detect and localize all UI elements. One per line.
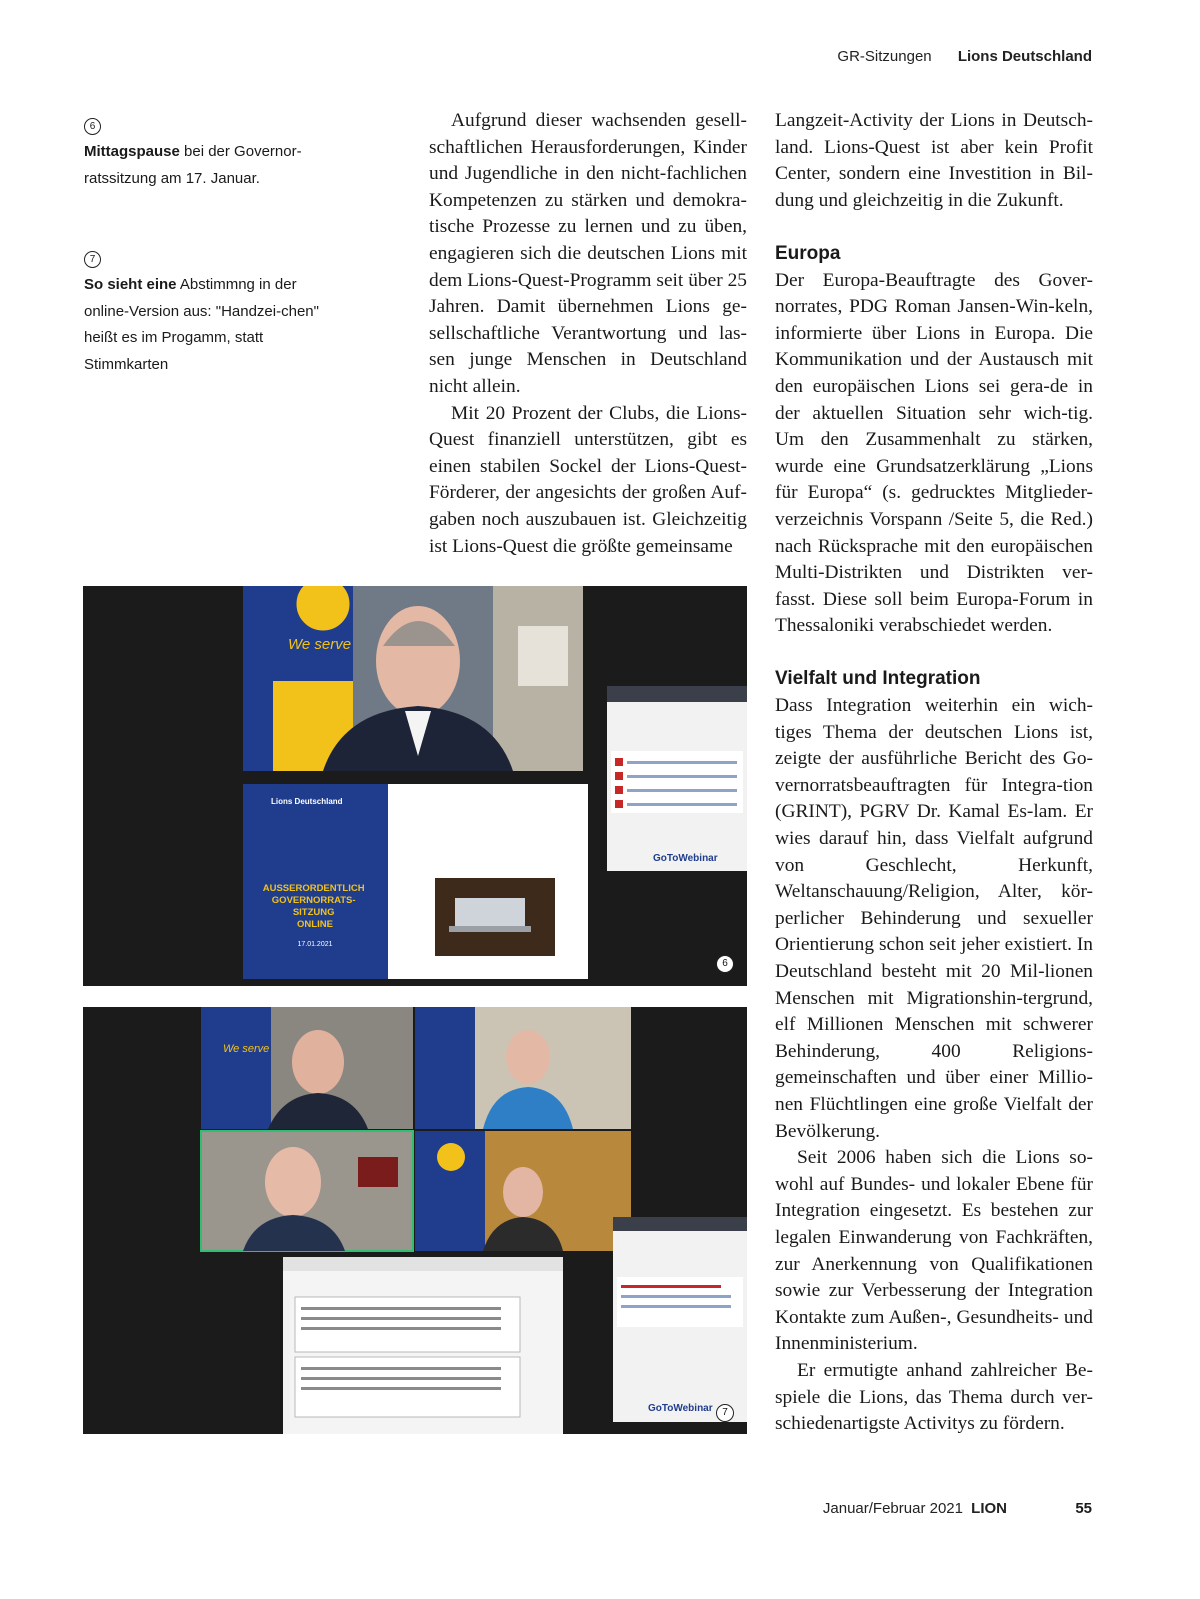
slide-date: 17.01.2021 <box>297 941 333 948</box>
banner-text: We serve <box>288 636 352 653</box>
caption-6 <box>84 112 334 192</box>
caption-bold: Mittagspause <box>84 143 180 160</box>
header-brand: Lions Deutschland <box>957 48 1092 65</box>
paragraph: Seit 2006 haben sich die Lions so-wohl auf Bundes- und lokaler Ebene für Integration eingesetzt. Es bestehen zur legalen Einwanderung von Fachkräften, zur Anerkennung von Qualifikationen sowie zur Verbesserung der Integration Kontakte zum Außen-, Gesundheits- und Innenministerium. <box>775 1147 1093 1355</box>
webinar-logo: GoToWebinar <box>648 1403 713 1414</box>
caption-body: bei der Governor-ratssitzung am 17. Januar. <box>84 143 302 187</box>
paragraph: Langzeit-Activity der Lions in Deutsch-land. Lions-Quest ist aber kein Profit Center, sondern eine Investition in Bil-dung und gleichzeitig in die Zukunft. <box>775 110 1093 211</box>
webinar-logo: GoToWebinar <box>653 853 718 864</box>
subheading-europa: Europa <box>775 242 841 264</box>
running-header <box>837 48 1092 65</box>
subheading-vielfalt: Vielfalt und Integration <box>775 668 981 690</box>
webinar-screenshot-illustration <box>83 586 747 986</box>
caption-number: 7 <box>84 251 101 268</box>
footer-issue-date: Januar/Februar 2021 <box>822 1500 963 1517</box>
page-number: 55 <box>1075 1500 1092 1517</box>
photo-number-badge: 6 <box>716 955 734 973</box>
caption-number: 6 <box>84 118 101 135</box>
paragraph: Mit 20 Prozent der Clubs, die Lions-Quest finanziell unterstützen, gibt es einen stabilen Sockel der Lions-Quest-Förderer, der angesichts der großen Auf-gaben noch auszubauen ist. Gleichzeitig ist Lions-Quest die größte gemeinsame <box>429 402 747 557</box>
caption-text <box>84 139 334 192</box>
photo-number-badge: 7 <box>716 1404 734 1422</box>
photo-webinar-lunch-break <box>83 586 747 986</box>
footer-issue <box>823 1500 1007 1517</box>
paragraph: Er ermutigte anhand zahlreicher Be-spiele die Lions, das Thema durch ver-schiedenartigste Activitys zu fördern. <box>775 1359 1093 1435</box>
paragraph: Der Europa-Beauftragte des Gover-norrates, PDG Roman Jansen-Win-keln, informierte über Lions in Europa. Die Kommunikation und der Austausch mit den europäischen Lions sei gera-de in der aktuellen Situation sehr wich-tig. Um den Zusammenhalt zu stärken, wurde eine Grundsatzerklärung „Lions für Europa“ (s. gedrucktes Mitglieder-verzeichnis Vorspann /Seite 5, die Red.) nach Rücksprache mit den europäischen Multi-Distrikten und Distrikten ver-fasst. Diese soll beim Europa-Forum in Thessaloniki verabschiedet werden. <box>775 269 1093 637</box>
footer-magazine: LION <box>971 1500 1007 1517</box>
article-column-right <box>775 108 1093 1438</box>
article-column-middle <box>429 108 747 560</box>
caption-bold: So sieht eine <box>84 276 177 293</box>
caption-body: Abstimmng in der online-Version aus: "Handzei-chen" heißt es im Progamm, statt Stimmkarten <box>84 276 319 373</box>
banner-text: We serve <box>223 1043 270 1055</box>
slide-brand: Lions Deutschland <box>271 797 343 806</box>
caption-7 <box>84 245 334 378</box>
webinar-grid-illustration <box>83 1007 747 1434</box>
caption-text <box>84 272 334 378</box>
paragraph: Aufgrund dieser wachsenden gesell-schaftlichen Herausforderungen, Kinder und Jugendliche in den nicht-fachlichen Kompetenzen zu stärken und demokra-tische Prozesse zu lernen und zu üben, engagieren sich die deutschen Lions mit dem Lions-Quest-Programm seit über 25 Jahren. Damit übernehmen Lions ge-sellschaftliche Verantwortung und las-sen junge Menschen in Deutschland nicht allein. <box>429 110 747 397</box>
photo-webinar-voting <box>83 1007 747 1434</box>
paragraph: Dass Integration weiterhin ein wich-tiges Thema der deutschen Lions ist, zeigte der ausführliche Bericht des Go-vernorratsbeauftragten für Integra-tion (GRINT), PGRV Dr. Kamal Es-lam. Er wies darauf hin, dass Vielfalt aufgrund von Geschlecht, Herkunft, Weltanschauung/Religion, Alter, kör-perlicher Behinderung und sexueller Orientierung schon seit jeher existiert. In Deutschland besteht mit 20 Mil-lionen Menschen mit Migrationshin-tergrund, elf Millionen Menschen mit schwerer Behinderung, 400 Religions-gemeinschaften und über einer Millio-nen Flüchtlingen eine große Vielfalt der Bevölkerung. <box>775 695 1093 1142</box>
header-section: GR-Sitzungen <box>837 48 932 65</box>
slide-title: AUSSERORDENTLICH GOVERNORRATS- SITZUNG ONLINE <box>262 883 365 930</box>
